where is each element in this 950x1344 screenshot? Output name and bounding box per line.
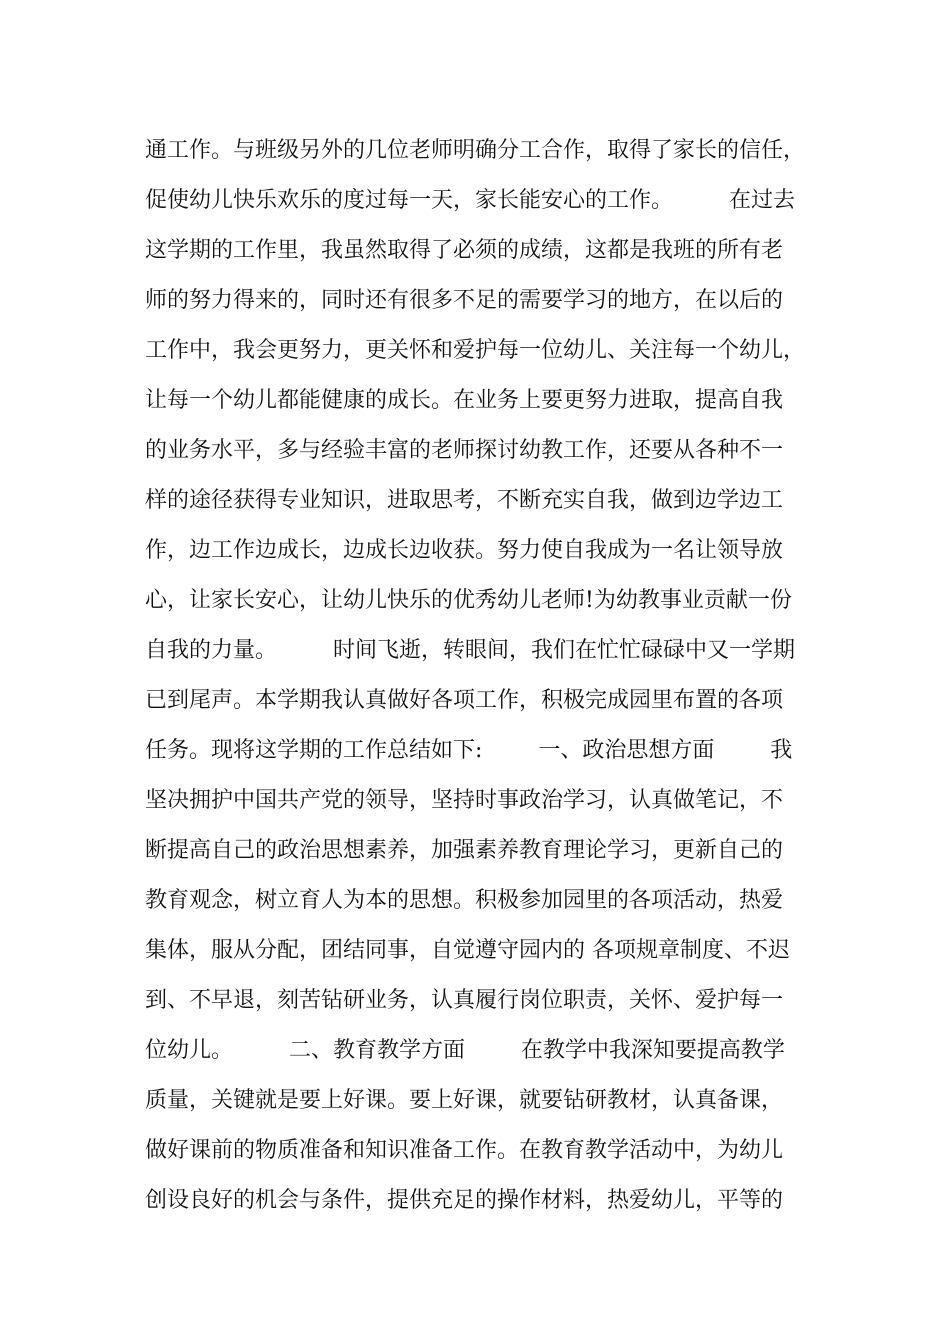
text-line: 断提高自己的政治思想素养，加强素养教育理论学习，更新自己的	[145, 838, 784, 863]
text-line: 促使幼儿快乐欢乐的度过每一天，家长能安心的工作。 在过去	[145, 188, 795, 213]
text-line: 这学期的工作里，我虽然取得了必须的成绩，这都是我班的所有老	[145, 238, 784, 263]
text-line: 自我的力量。 时间飞逝，转眼间，我们在忙忙碌碌中又一学期	[145, 638, 795, 663]
text-line: 样的途径获得专业知识，进取思考，不断充实自我，做到边学边工	[145, 488, 784, 513]
text-line: 已到尾声。本学期我认真做好各项工作，积极完成园里布置的各项	[145, 688, 784, 713]
text-line: 通工作。与班级另外的几位老师明确分工合作，取得了家长的信任，	[145, 138, 806, 163]
text-line: 创设良好的机会与条件，提供充足的操作材料，热爱幼儿，平等的	[145, 1188, 784, 1213]
text-line: 到、不早退，刻苦钻研业务，认真履行岗位职责，关怀、爱护每一	[145, 988, 784, 1013]
body-text	[145, 126, 835, 1226]
text-line: 心，让家长安心，让幼儿快乐的优秀幼儿老师!为幼教事业贡献一份	[145, 588, 792, 613]
text-line: 位幼儿。 二、教育教学方面 在教学中我深知要提高教学	[145, 1038, 785, 1063]
text-line: 做好课前的物质准备和知识准备工作。在教育教学活动中，为幼儿	[145, 1138, 784, 1163]
text-line: 作，边工作边成长，边成长边收获。努力使自我成为一名让领导放	[145, 538, 784, 563]
text-line: 让每一个幼儿都能健康的成长。在业务上要更努力进取，提高自我	[145, 388, 784, 413]
text-line: 师的努力得来的，同时还有很多不足的需要学习的地方，在以后的	[145, 288, 784, 313]
text-line: 质量，关键就是要上好课。要上好课，就要钻研教材，认真备课，	[145, 1088, 784, 1113]
text-line: 工作中，我会更努力，更关怀和爱护每一位幼儿、关注每一个幼儿，	[145, 338, 806, 363]
text-line: 任务。现将这学期的工作总结如下: 一、政治思想方面 我	[145, 738, 793, 763]
text-line: 教育观念，树立育人为本的思想。积极参加园里的各项活动，热爱	[145, 888, 784, 913]
text-line: 集体，服从分配，团结同事，自觉遵守园内的 各项规章制度、不迟	[145, 938, 790, 963]
text-line: 坚决拥护中国共产党的领导，坚持时事政治学习，认真做笔记，不	[145, 788, 784, 813]
text-line: 的业务水平，多与经验丰富的老师探讨幼教工作，还要从各种不一	[145, 438, 784, 463]
